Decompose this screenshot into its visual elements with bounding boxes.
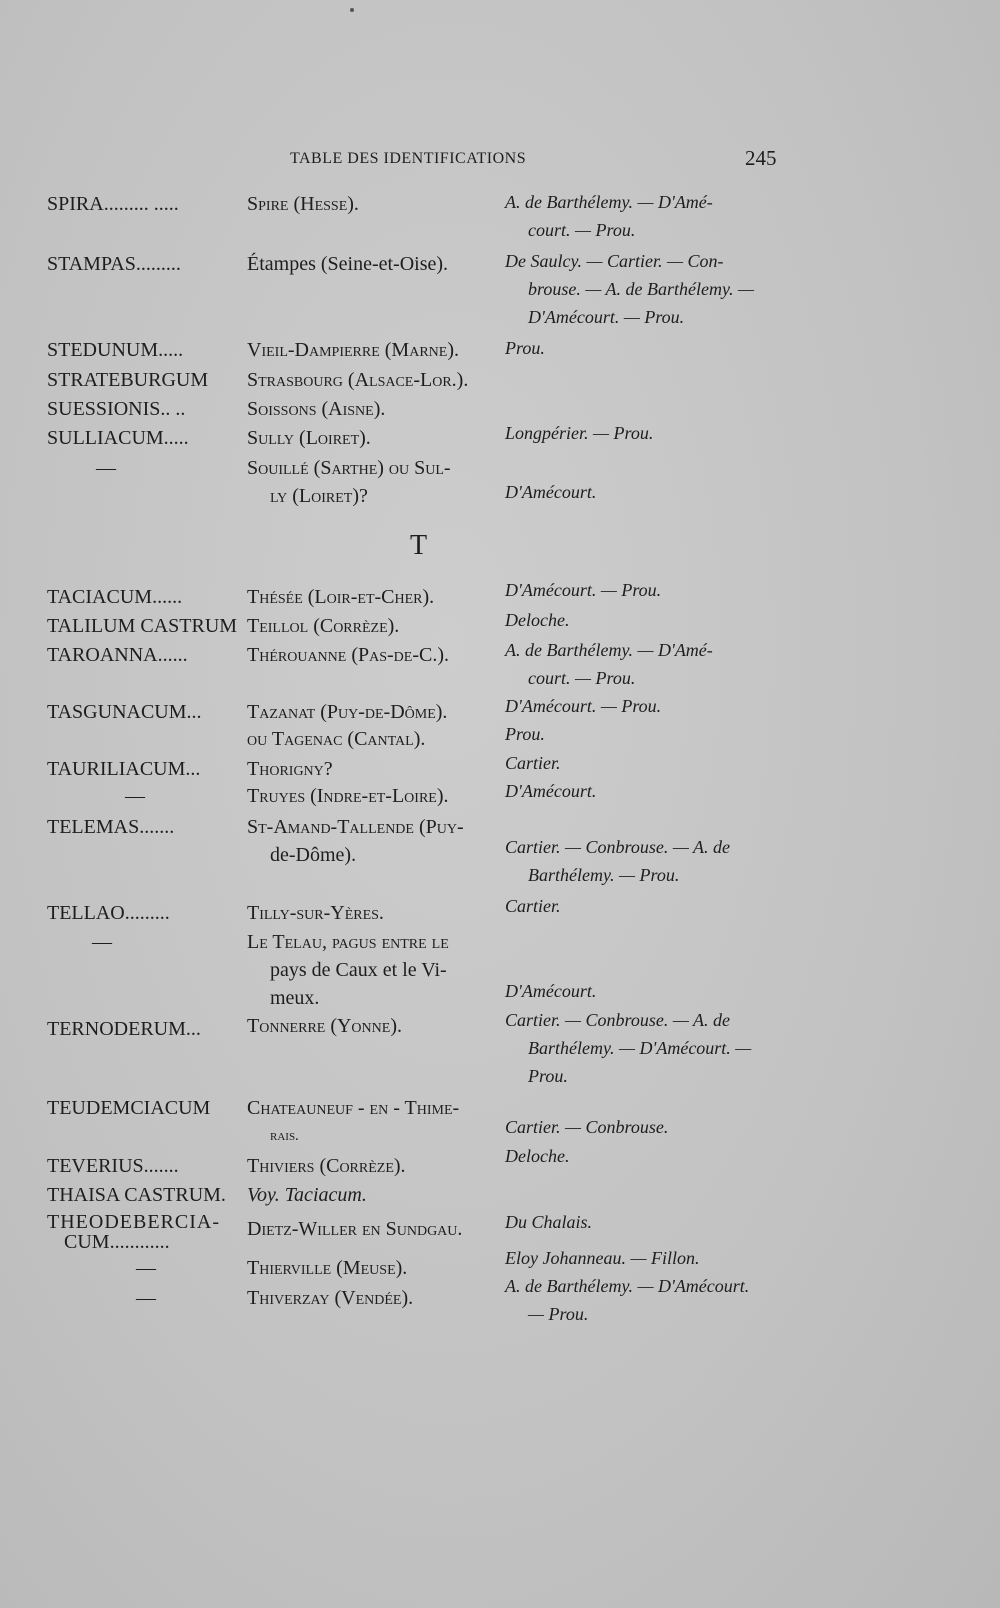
page-number: 245 <box>745 146 777 170</box>
entry-source-cont: Prou. <box>528 1066 568 1086</box>
entry-modern: Teillol (Corrèze). <box>247 615 400 637</box>
entry-source: Eloy Johanneau. — Fillon. <box>505 1248 700 1268</box>
entry-modern: Vieil-Dampierre (Marne). <box>247 339 459 361</box>
entry-modern: Tazanat (Puy-de-Dôme). <box>247 701 448 723</box>
entry-modern-cont: rais. <box>270 1128 299 1144</box>
entry-latin: STRATEBURGUM <box>47 369 209 391</box>
entry-source: Prou. <box>505 338 545 358</box>
entry-latin: SULLIACUM..... <box>47 427 189 449</box>
entry-latin: SUESSIONIS.. .. <box>47 398 186 420</box>
entry-latin: TEUDEMCIACUM <box>47 1097 211 1119</box>
entry-source: Deloche. <box>505 1146 570 1166</box>
entry-dash: — <box>96 457 116 479</box>
entry-source: Longpérier. — Prou. <box>505 423 654 443</box>
entry-source: D'Amécourt. <box>505 482 597 502</box>
entry-source-cont: brouse. — A. de Barthélemy. — <box>528 279 754 299</box>
entry-modern: Thiviers (Corrèze). <box>247 1155 406 1177</box>
entry-modern: Truyes (Indre-et-Loire). <box>247 785 449 807</box>
entry-modern: Tonnerre (Yonne). <box>247 1015 402 1037</box>
entry-source-cont: Barthélemy. — D'Amécourt. — <box>528 1038 752 1058</box>
entry-latin: TAURILIACUM... <box>47 758 201 780</box>
entry-modern: ou Tagenac (Cantal). <box>247 728 426 750</box>
entry-source-cont: D'Amécourt. — Prou. <box>528 307 685 327</box>
entry-source: D'Amécourt. <box>505 981 597 1001</box>
entry-modern: Thérouanne (Pas-de-C.). <box>247 644 449 666</box>
entry-source: Prou. <box>505 724 545 744</box>
entry-latin: TASGUNACUM... <box>47 701 202 723</box>
entry-modern: Dietz-Willer en Sundgau. <box>247 1218 463 1240</box>
entry-source: A. de Barthélemy. — D'Amé- <box>505 192 713 212</box>
entry-modern: Souillé (Sarthe) ou Sul- <box>247 457 451 479</box>
entry-modern-cont: pays de Caux et le Vi- <box>270 959 447 981</box>
entry-latin: THAISA CASTRUM. <box>47 1184 226 1206</box>
entry-modern: Tilly-sur-Yères. <box>247 902 384 924</box>
entry-latin: TEVERIUS....... <box>47 1155 179 1177</box>
running-header: TABLE DES IDENTIFICATIONS <box>290 150 527 167</box>
entry-source-cont: court. — Prou. <box>528 668 636 688</box>
entry-source: Cartier. <box>505 896 561 916</box>
entry-modern: Voy. Taciacum. <box>247 1184 367 1206</box>
entry-modern: Soissons (Aisne). <box>247 398 386 420</box>
entry-latin: STAMPAS......... <box>47 253 181 275</box>
entry-dash: — <box>92 931 112 953</box>
entry-latin: TERNODERUM... <box>47 1018 201 1040</box>
entry-modern: Thorigny? <box>247 758 333 780</box>
entry-source: Cartier. — Conbrouse. — A. de <box>505 837 731 857</box>
entry-modern: Thésée (Loir-et-Cher). <box>247 586 435 608</box>
entry-source: Deloche. <box>505 610 570 630</box>
entry-dash: — <box>136 1287 156 1309</box>
entry-latin: STEDUNUM..... <box>47 339 184 361</box>
entry-dash: — <box>136 1257 156 1279</box>
entry-latin: THEODEBERCIA- <box>47 1211 220 1233</box>
entry-latin: TACIACUM...... <box>47 586 183 608</box>
entry-source: A. de Barthélemy. — D'Amé- <box>505 640 713 660</box>
ink-dot <box>350 8 354 12</box>
entry-modern: Le Telau, pagus entre le <box>247 931 449 953</box>
entry-modern: Étampes (Seine-et-Oise). <box>247 253 449 275</box>
entry-source-cont: court. — Prou. <box>528 220 636 240</box>
entry-latin: TELLAO......... <box>47 902 170 924</box>
entry-source: D'Amécourt. — Prou. <box>505 696 662 716</box>
entry-source-cont: — Prou. <box>528 1304 589 1324</box>
entry-source: De Saulcy. — Cartier. — Con- <box>505 251 724 271</box>
entry-source: Cartier. <box>505 753 561 773</box>
entry-source: Cartier. — Conbrouse. — A. de <box>505 1010 731 1030</box>
entry-modern-cont: ly (Loiret)? <box>270 485 368 507</box>
entry-modern: Thierville (Meuse). <box>247 1257 408 1279</box>
entry-modern: Strasbourg (Alsace-Lor.). <box>247 369 469 391</box>
entry-modern: St-Amand-Tallende (Puy- <box>247 816 464 838</box>
entry-latin: SPIRA......... ..... <box>47 193 179 215</box>
entry-source-cont: Barthélemy. — Prou. <box>528 865 680 885</box>
entry-modern: Sully (Loiret). <box>247 427 371 449</box>
entry-modern-cont: de-Dôme). <box>270 844 357 866</box>
entry-latin: TELEMAS....... <box>47 816 175 838</box>
entry-dash: — <box>125 785 145 807</box>
entry-source: D'Amécourt. <box>505 781 597 801</box>
entry-source: Cartier. — Conbrouse. <box>505 1117 669 1137</box>
entry-source: Du Chalais. <box>505 1212 593 1232</box>
entry-source: D'Amécourt. — Prou. <box>505 580 662 600</box>
entry-latin-cont: CUM............ <box>64 1231 170 1253</box>
entry-modern: Chateauneuf - en - Thime- <box>247 1097 460 1119</box>
entry-modern-cont: meux. <box>270 987 320 1009</box>
entry-latin: TALILUM CASTRUM <box>47 615 238 637</box>
section-letter: T <box>410 530 428 561</box>
entry-latin: TAROANNA...... <box>47 644 188 666</box>
entry-modern: Thiverzay (Vendée). <box>247 1287 414 1309</box>
entry-modern: Spire (Hesse). <box>247 193 359 215</box>
entry-source: A. de Barthélemy. — D'Amécourt. <box>505 1276 750 1296</box>
